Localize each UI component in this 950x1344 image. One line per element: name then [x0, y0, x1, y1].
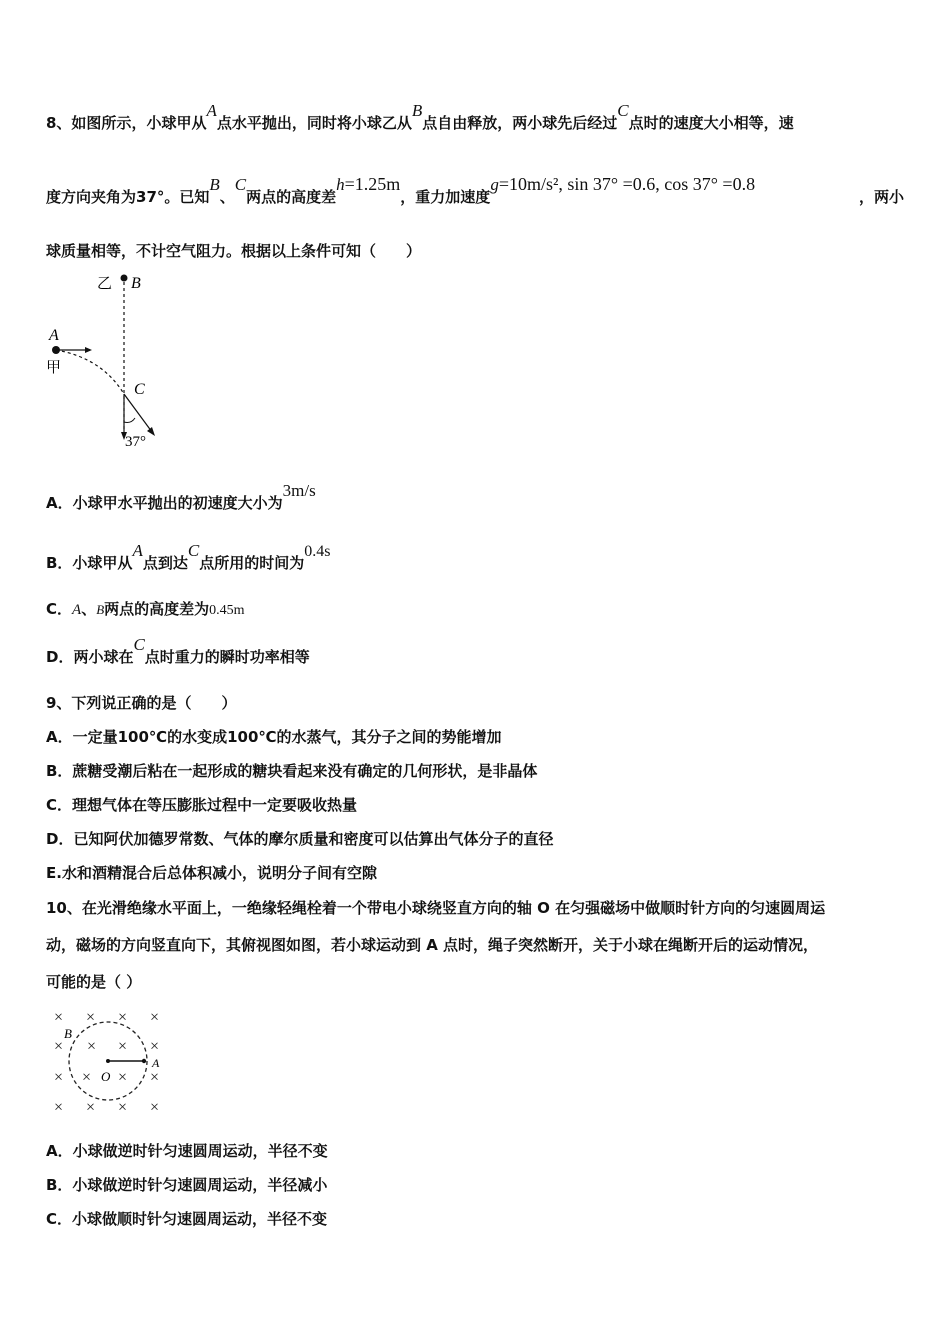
q10-option-b: B．小球做逆时针匀速圆周运动，半径减小: [46, 1176, 328, 1194]
q10-option-c: C．小球做顺时针匀速圆周运动，半径不变: [46, 1210, 328, 1228]
label-yi: 乙: [97, 276, 113, 292]
field-cross: ×: [150, 1099, 160, 1116]
label-c: C: [134, 381, 145, 398]
q9-option-c: C．理想气体在等压膨胀过程中一定要吸收热量: [46, 796, 358, 814]
q10-stem-line-2: 动，磁场的方向竖直向下，其俯视图如图，若小球运动到 A 点时，绳子突然断开，关于小球在绳断开后的运动情况，: [46, 936, 819, 954]
ball-at-a: [142, 1059, 146, 1063]
var-b: B: [411, 101, 423, 120]
label-b: B: [131, 275, 141, 292]
var-a: A: [206, 101, 217, 120]
field-cross: ×: [118, 1038, 128, 1055]
q8-stem-line-2: 度方向夹角为37°。已知B、C两点的高度差h=1.25m，重力加速度g=10m/s², sin 37° =0.6, cos 37° =0.8 ，两小: [46, 174, 904, 206]
projectile-figure: [40, 268, 190, 458]
q10-stem-line-3: 可能的是（ ）: [46, 973, 142, 991]
q8-stem-line-1: 8、如图所示，小球甲从A点水平抛出，同时将小球乙从B点自由释放，两小球先后经过C点时的速度大小相等，速: [46, 101, 794, 132]
field-cross: ×: [54, 1038, 64, 1055]
label-o: O: [101, 1069, 111, 1084]
q9-stem: 9、下列说正确的是（ ）: [46, 694, 237, 712]
field-cross: ×: [54, 1009, 64, 1026]
label-a: A: [152, 1056, 160, 1070]
projectile-path: [56, 350, 124, 394]
field-cross: ×: [118, 1069, 128, 1086]
ball-b: [121, 275, 128, 282]
label-a: A: [49, 327, 59, 344]
magnetic-field-figure: [40, 1004, 180, 1119]
label-b: B: [64, 1026, 72, 1041]
q10-option-a: A．小球做逆时针匀速圆周运动，半径不变: [46, 1142, 328, 1160]
field-cross: ×: [150, 1038, 160, 1055]
var-c: C: [617, 101, 629, 120]
field-cross: ×: [150, 1009, 160, 1026]
field-cross: ×: [118, 1009, 128, 1026]
q8-stem-line-3: 球质量相等，不计空气阻力。根据以上条件可知（ ）: [46, 242, 422, 260]
q10-stem-line-1: 10、在光滑绝缘水平面上，一绝缘轻绳栓着一个带电小球绕竖直方向的轴 O 在匀强磁场中做顺时针方向的匀速圆周运: [46, 899, 826, 917]
label-jia: 甲: [46, 360, 62, 376]
field-cross: ×: [54, 1099, 64, 1116]
q9-option-b: B．蔗糖受潮后粘在一起形成的糖块看起来没有确定的几何形状，是非晶体: [46, 762, 538, 780]
q8-option-b: B．小球甲从A点到达C点所用的时间为0.4s: [46, 541, 331, 572]
field-cross: ×: [87, 1038, 97, 1055]
angle-arc: [124, 418, 135, 423]
constants-formula: =10m/s², sin 37° =0.6, cos 37° =0.8: [498, 174, 756, 194]
q8-option-a: A．小球甲水平抛出的初速度大小为3m/s: [46, 481, 316, 512]
field-cross: ×: [86, 1009, 96, 1026]
field-cross: ×: [150, 1069, 160, 1086]
q9-option-d: D．已知阿伏加德罗常数、气体的摩尔质量和密度可以估算出气体分子的直径: [46, 830, 554, 848]
angle-label: 37°: [125, 434, 146, 450]
q9-option-a: A．一定量100℃的水变成100℃的水蒸气，其分子之间的势能增加: [46, 728, 502, 746]
field-cross: ×: [82, 1069, 92, 1086]
height-value: =1.25m: [344, 174, 401, 194]
q9-option-e: E.水和酒精混合后总体积减小，说明分子间有空隙: [46, 864, 377, 882]
field-cross: ×: [118, 1099, 128, 1116]
field-cross: ×: [54, 1069, 64, 1086]
q8-option-d: D．两小球在C点时重力的瞬时功率相等: [46, 635, 310, 666]
velocity-c-arrow: [124, 394, 152, 432]
field-cross: ×: [86, 1099, 96, 1116]
q8-option-c: C．A、B两点的高度差为0.45m: [46, 600, 245, 618]
